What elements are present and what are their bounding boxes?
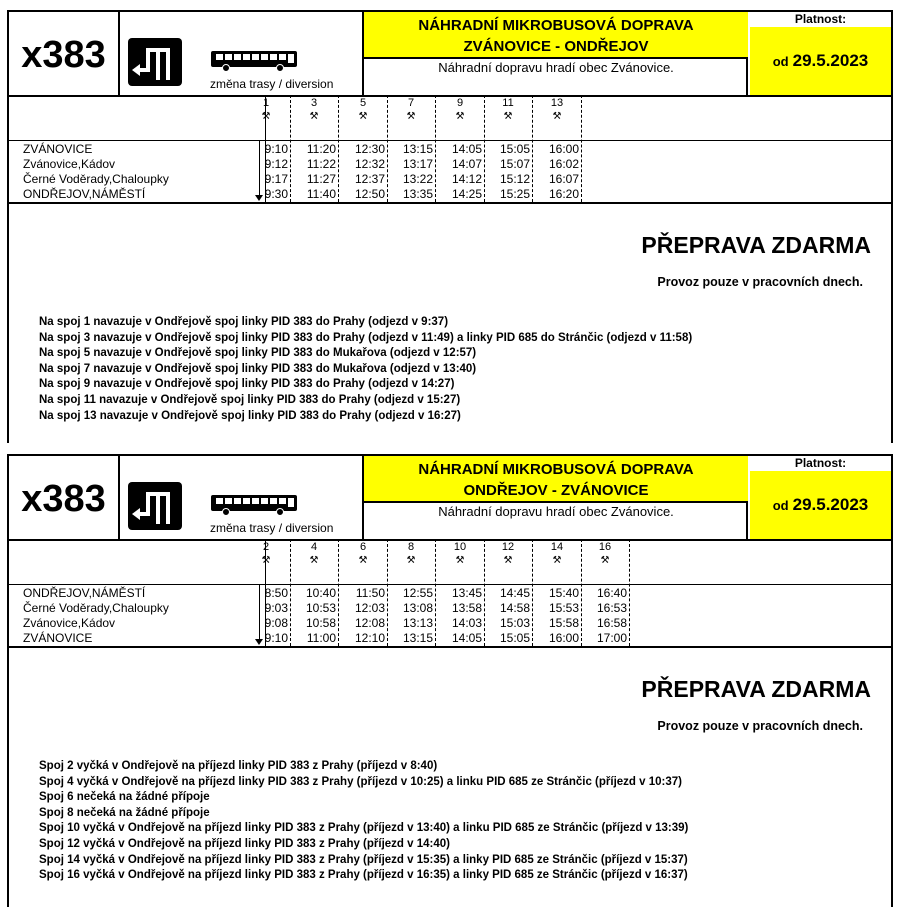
diversion-sign-icon (128, 38, 182, 86)
free-travel-heading: PŘEPRAVA ZDARMA (641, 676, 871, 702)
departure-time: 9:12 (264, 157, 288, 171)
departure-time: 15:12 (499, 172, 530, 186)
validity-prefix: od (772, 53, 789, 69)
departure-time: 10:58 (305, 616, 336, 630)
connection-note: Spoj 8 nečeká na žádné přípoje (39, 806, 210, 819)
departure-time: 15:25 (499, 187, 530, 201)
departure-time: 13:22 (402, 172, 433, 186)
workday-icon: ⚒ (455, 555, 465, 566)
trip-number-label: 7 (407, 97, 415, 109)
validity-label: Platnost: (794, 456, 847, 470)
workday-icon: ⚒ (309, 111, 319, 122)
workday-icon: ⚒ (600, 555, 610, 566)
connection-note: Na spoj 3 navazuje v Ondřejově spoj linky PID 383 do Prahy (odjezd v 11:49) a linky PID 685 do Stránčic (odjezd v 11:58) (39, 331, 693, 344)
diversion-label: změna trasy / diversion (210, 521, 334, 535)
free-travel-heading: PŘEPRAVA ZDARMA (641, 232, 871, 258)
departure-time: 12:32 (354, 157, 385, 171)
trip-number (242, 541, 290, 567)
departure-time: 12:55 (402, 586, 433, 600)
trip-number-label: 5 (359, 97, 367, 109)
trip-number-label: 13 (550, 97, 564, 109)
departure-time: 9:10 (264, 631, 288, 645)
subtitle: Náhradní dopravu hradí obec Zvánovice. (438, 60, 674, 75)
departure-time: 9:08 (264, 616, 288, 630)
departure-time: 13:17 (402, 157, 433, 171)
departure-time: 15:05 (499, 142, 530, 156)
departure-time: 9:30 (264, 187, 288, 201)
departure-time: 12:10 (354, 631, 385, 645)
validity-label: Platnost: (794, 12, 847, 26)
departure-time: 14:12 (451, 172, 482, 186)
connection-note: Spoj 10 vyčká v Ondřejově na příjezd linky PID 383 z Prahy (příjezd v 13:40) a linku PID 685 ze Stránčic (příjezd v 13:39) (39, 822, 689, 835)
departure-time: 15:40 (548, 586, 579, 600)
trip-number-label: 14 (550, 541, 564, 553)
stop-name: Zvánovice,Kádov (23, 616, 116, 630)
connection-note: Spoj 12 vyčká v Ondřejově na příjezd linky PID 383 z Prahy (příjezd v 14:40) (39, 837, 450, 850)
trip-number (387, 541, 435, 567)
line-number: x383 (9, 12, 120, 95)
diversion-sign-icon (128, 482, 182, 530)
workday-icon: ⚒ (455, 111, 465, 122)
departure-time: 10:53 (305, 601, 336, 615)
connection-note: Spoj 2 vyčká v Ondřejově na příjezd linky PID 383 z Prahy (příjezd v 8:40) (39, 760, 438, 772)
title-highlight (364, 456, 748, 503)
connection-note: Spoj 4 vyčká v Ondřejově na příjezd linky PID 383 z Prahy (příjezd v 10:25) a linku PID 685 ze Stránčic (příjezd v 10:37) (39, 775, 682, 788)
stop-table (9, 585, 891, 648)
trip-number (436, 97, 484, 123)
trip-header-row (9, 539, 891, 585)
timetable-panel (7, 10, 893, 443)
departure-time: 13:15 (402, 631, 433, 645)
connection-note: Na spoj 1 navazuje v Ondřejově spoj linky PID 383 do Prahy (odjezd v 9:37) (39, 316, 449, 328)
departure-time: 11:27 (306, 172, 336, 186)
connection-note: Spoj 16 vyčká v Ondřejově na příjezd linky PID 383 z Prahy (příjezd v 16:35) a linky PID 685 ze Stránčic (příjezd v 16:37) (39, 869, 688, 882)
workdays-note: Provoz pouze v pracovních dnech. (657, 275, 863, 289)
departure-time: 14:45 (499, 586, 530, 600)
title-box (362, 456, 748, 539)
stop-table (9, 141, 891, 204)
workday-icon: ⚒ (309, 555, 319, 566)
workday-icon: ⚒ (503, 555, 513, 566)
connection-note: Na spoj 7 navazuje v Ondřejově spoj linky PID 383 do Mukařova (odjezd v 13:40) (39, 362, 477, 375)
workday-icon: ⚒ (552, 555, 562, 566)
trip-number-label: 3 (310, 97, 318, 109)
connection-note: Spoj 14 vyčká v Ondřejově na příjezd linky PID 383 z Prahy (příjezd v 15:35) a linky PID 685 ze Stránčic (příjezd v 15:37) (39, 853, 688, 866)
departure-time: 12:37 (354, 172, 385, 186)
workdays-note: Provoz pouze v pracovních dnech. (657, 719, 863, 733)
stop-name: Černé Voděrady,Chaloupky (23, 172, 169, 186)
trip-number (290, 97, 338, 123)
departure-time: 17:00 (596, 631, 627, 645)
departure-time: 8:50 (264, 586, 288, 600)
departure-time: 13:08 (402, 601, 433, 615)
departure-time: 12:50 (354, 187, 385, 201)
departure-time: 11:40 (306, 187, 336, 201)
departure-time: 14:07 (451, 157, 482, 171)
departure-time: 12:03 (354, 601, 385, 615)
departure-time: 11:50 (355, 586, 385, 600)
validity-date-box (750, 471, 891, 539)
trip-number (533, 541, 581, 567)
workday-icon: ⚒ (261, 111, 271, 122)
validity-date: 29.5.2023 (792, 495, 869, 514)
departure-time: 15:03 (499, 616, 530, 630)
workday-icon: ⚒ (406, 555, 416, 566)
departure-time: 10:40 (305, 586, 336, 600)
departure-time: 16:00 (548, 142, 579, 156)
bus-icon (210, 50, 300, 72)
connection-note: Na spoj 9 navazuje v Ondřejově spoj linky PID 383 do Prahy (odjezd v 14:27) (39, 378, 455, 391)
departure-time: 11:22 (306, 157, 336, 171)
timetable-panel (7, 454, 893, 907)
departure-time: 13:35 (402, 187, 433, 201)
trip-number-label: 4 (310, 541, 318, 553)
stop-name: ONDŘEJOV,NÁMĚSTÍ (23, 187, 146, 201)
trip-header-row (9, 95, 891, 141)
bus-icon (210, 494, 300, 516)
connection-note: Na spoj 13 navazuje v Ondřejově spoj linky PID 383 do Prahy (odjezd v 16:27) (39, 409, 461, 422)
trip-number-label: 10 (453, 541, 467, 553)
departure-time: 16:00 (548, 631, 579, 645)
departure-time: 11:20 (306, 142, 336, 156)
validity-date-box (750, 27, 891, 95)
validity-prefix: od (772, 497, 789, 513)
title-highlight (364, 12, 748, 59)
departure-time: 16:02 (548, 157, 579, 171)
connection-note: Na spoj 5 navazuje v Ondřejově spoj linky PID 383 do Mukařova (odjezd v 12:57) (39, 347, 477, 360)
trip-number (387, 97, 435, 123)
trip-number (339, 97, 387, 123)
workday-icon: ⚒ (406, 111, 416, 122)
diversion-label: změna trasy / diversion (210, 77, 334, 91)
departure-time: 14:58 (499, 601, 530, 615)
departure-time: 13:13 (402, 616, 433, 630)
trip-number (290, 541, 338, 567)
departure-time: 13:15 (402, 142, 433, 156)
departure-time: 14:03 (451, 616, 482, 630)
trip-number-label: 2 (262, 541, 270, 553)
trip-number-label: 8 (407, 541, 415, 553)
diversion-block (122, 456, 362, 539)
validity-block (750, 456, 891, 539)
stop-name: ZVÁNOVICE (23, 631, 93, 645)
workday-icon: ⚒ (261, 555, 271, 566)
departure-time: 11:00 (306, 631, 336, 645)
departure-time: 13:58 (451, 601, 482, 615)
departure-time: 9:03 (264, 601, 288, 615)
trip-number (436, 541, 484, 567)
workday-icon: ⚒ (552, 111, 562, 122)
diversion-block (122, 12, 362, 95)
connection-note: Spoj 6 nečeká na žádné přípoje (39, 791, 210, 804)
title-box (362, 12, 748, 95)
departure-time: 16:07 (548, 172, 579, 186)
workday-icon: ⚒ (358, 111, 368, 122)
departure-time: 16:53 (596, 601, 627, 615)
workday-icon: ⚒ (503, 111, 513, 122)
trip-number (242, 97, 290, 123)
departure-time: 16:40 (596, 586, 627, 600)
timetable-header (9, 10, 891, 97)
stop-name: ZVÁNOVICE (23, 142, 93, 156)
departure-time: 12:30 (354, 142, 385, 156)
trip-number (484, 541, 532, 567)
trip-number-label: 1 (262, 97, 270, 109)
title-line-1: NÁHRADNÍ MIKROBUSOVÁ DOPRAVA (418, 17, 694, 34)
departure-time: 9:17 (264, 172, 288, 186)
validity-block (750, 12, 891, 95)
connection-notes (39, 759, 688, 884)
trip-number-label: 12 (501, 541, 515, 553)
trip-number (533, 97, 581, 123)
departure-time: 15:05 (499, 631, 530, 645)
connection-note: Na spoj 11 navazuje v Ondřejově spoj linky PID 383 do Prahy (odjezd v 15:27) (39, 393, 461, 406)
trip-number (581, 541, 629, 567)
connection-notes (39, 315, 692, 424)
route-title: ZVÁNOVICE - ONDŘEJOV (463, 38, 649, 55)
departure-time: 15:58 (548, 616, 579, 630)
validity-date: 29.5.2023 (792, 51, 869, 70)
trip-number-label: 9 (456, 97, 464, 109)
timetable-header (9, 454, 891, 541)
departure-time: 16:20 (548, 187, 579, 201)
departure-time: 15:53 (548, 601, 579, 615)
departure-time: 9:10 (264, 142, 288, 156)
trip-number-label: 6 (359, 541, 367, 553)
departure-time: 12:08 (354, 616, 385, 630)
stop-name: Černé Voděrady,Chaloupky (23, 601, 169, 615)
workday-icon: ⚒ (358, 555, 368, 566)
trip-number (484, 97, 532, 123)
trip-number-label: 16 (598, 541, 612, 553)
stop-name: ONDŘEJOV,NÁMĚSTÍ (23, 586, 146, 600)
subtitle: Náhradní dopravu hradí obec Zvánovice. (438, 504, 674, 519)
departure-time: 14:05 (451, 631, 482, 645)
stop-name: Zvánovice,Kádov (23, 157, 116, 171)
title-line-1: NÁHRADNÍ MIKROBUSOVÁ DOPRAVA (418, 461, 694, 478)
departure-time: 14:05 (451, 142, 482, 156)
trip-number (339, 541, 387, 567)
trip-number-label: 11 (502, 97, 514, 109)
departure-time: 14:25 (451, 187, 482, 201)
departure-time: 13:45 (451, 586, 482, 600)
departure-time: 16:58 (596, 616, 627, 630)
route-title: ONDŘEJOV - ZVÁNOVICE (463, 482, 649, 499)
departure-time: 15:07 (499, 157, 530, 171)
line-number: x383 (9, 456, 120, 539)
